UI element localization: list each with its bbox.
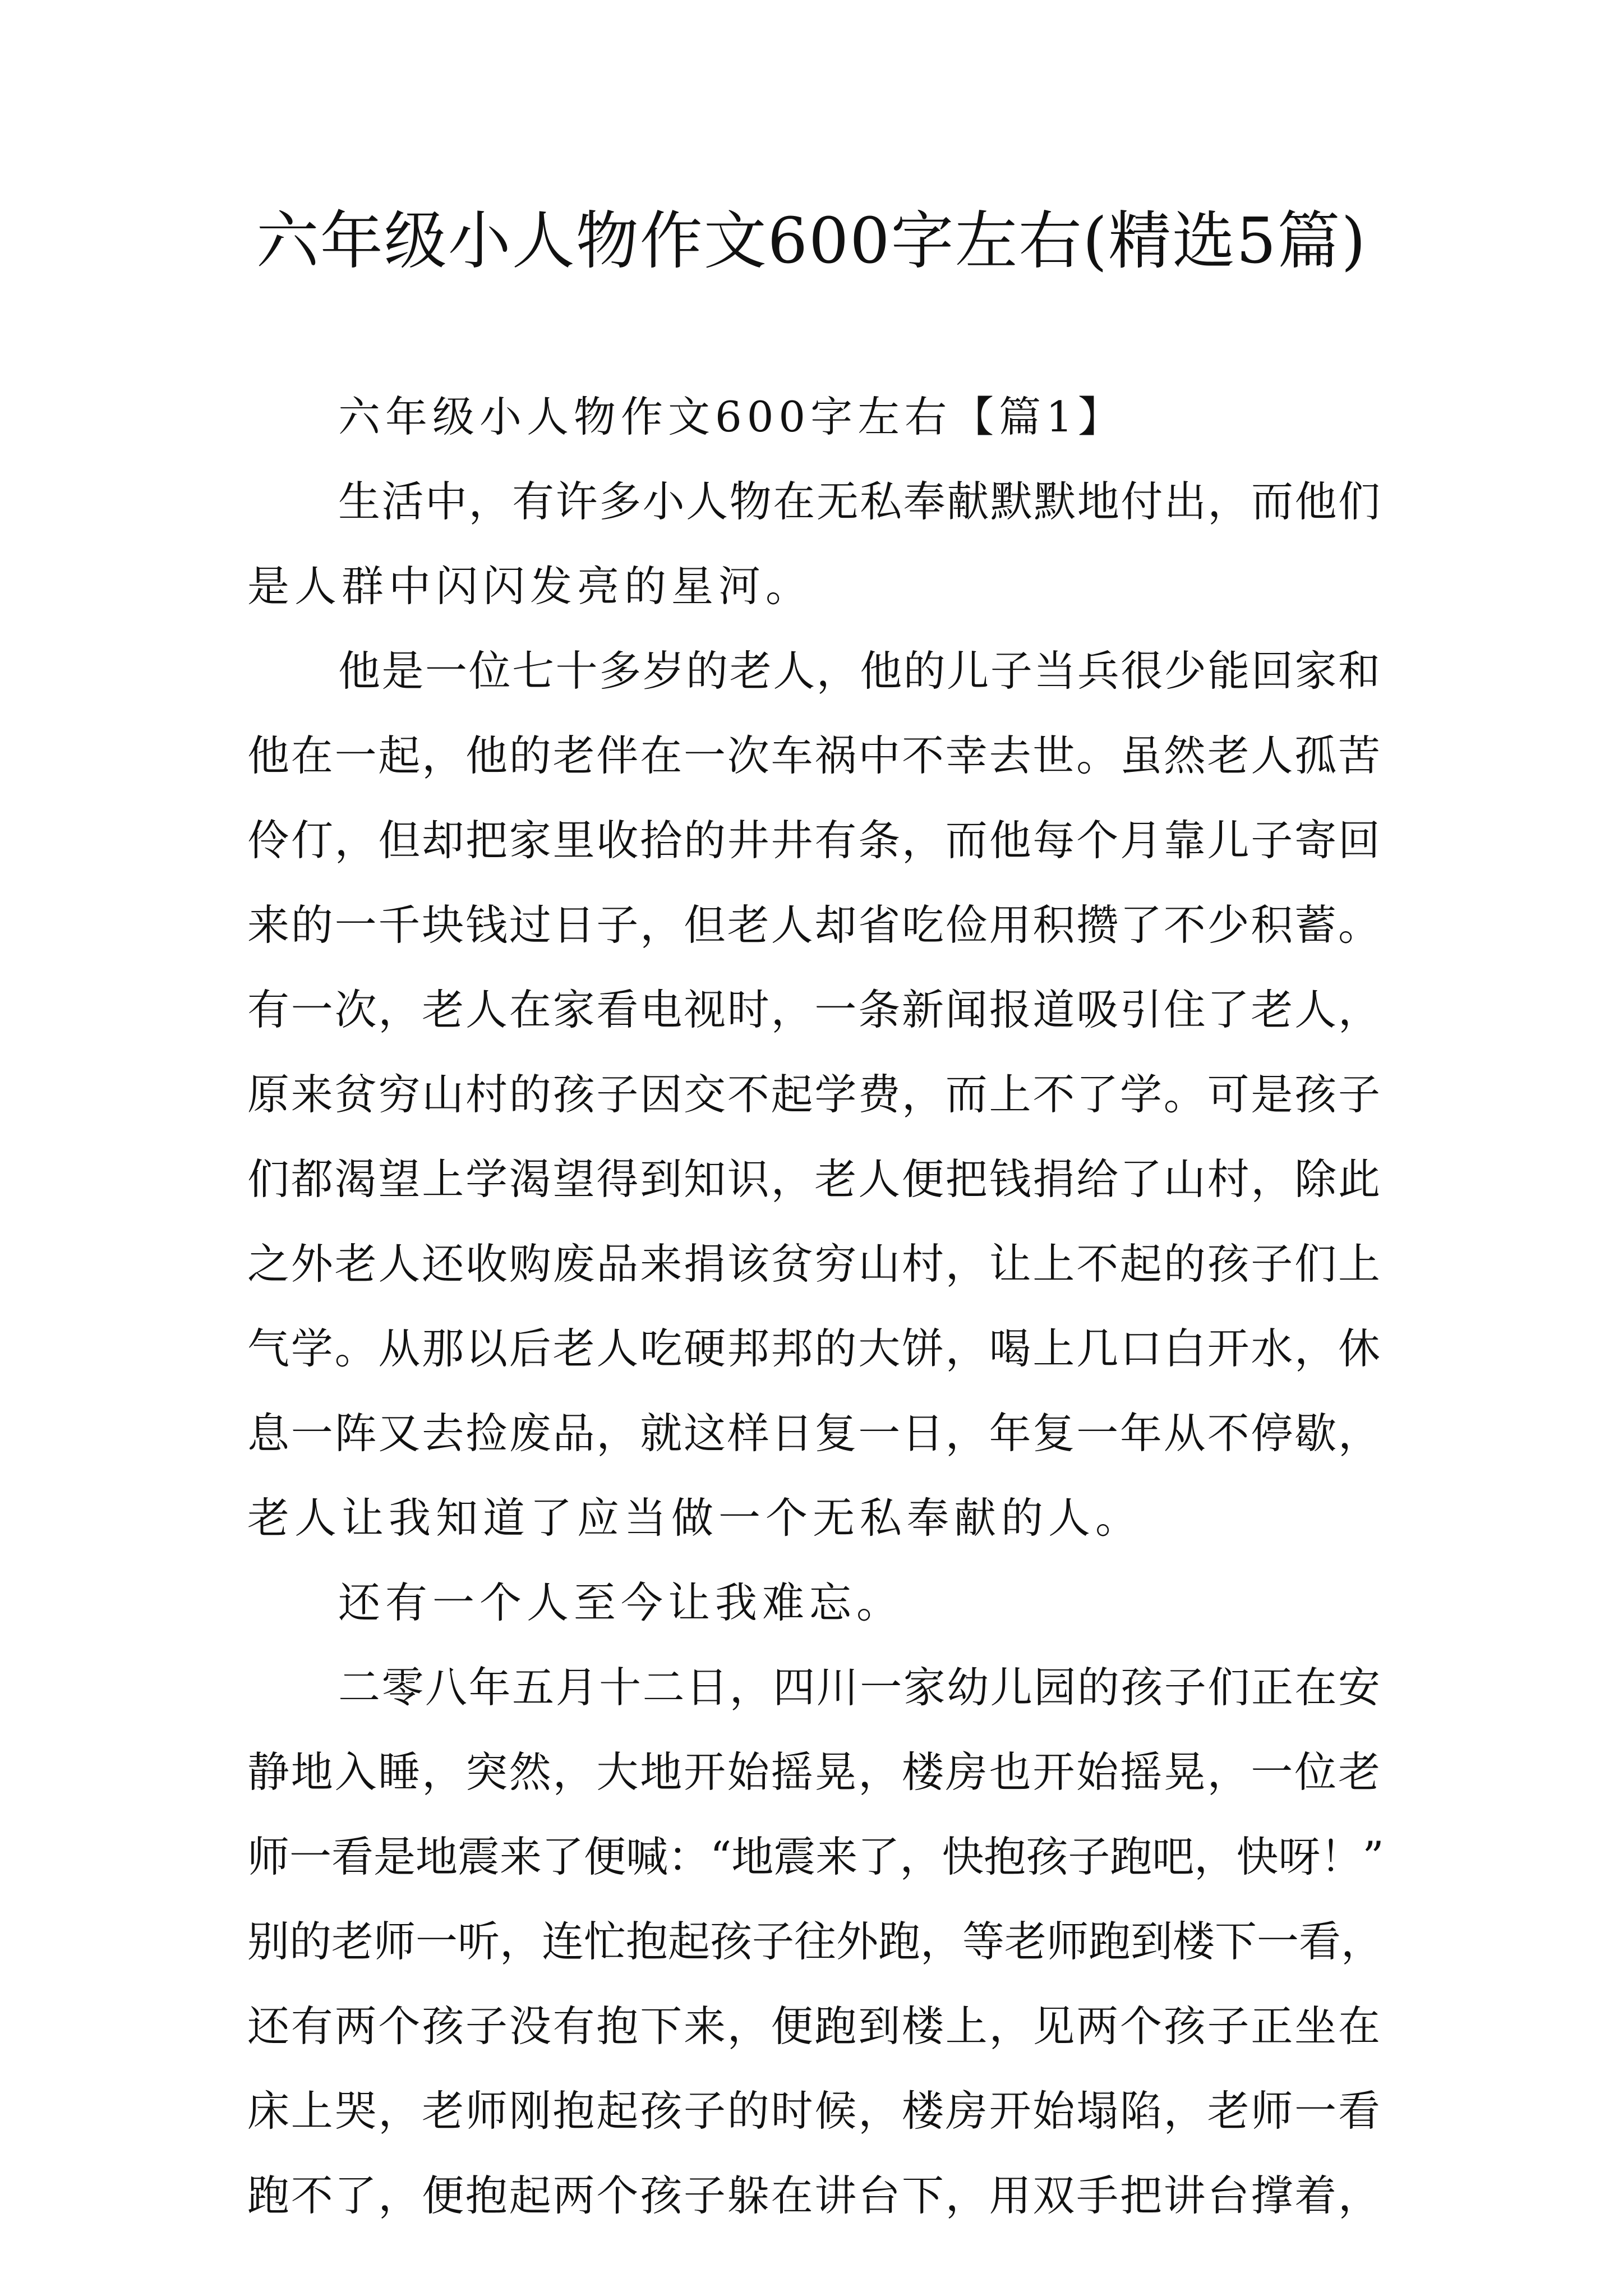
- text-line: 息一阵又去捡废品，就这样日复一日，年复一年从不停歇，: [247, 1409, 1380, 1458]
- text-line: 师一看是地震来了便喊：“地震来了，快抱孩子跑吧，快呀！”: [247, 1832, 1384, 1881]
- text-line: 六年级小人物作文600字左右【篇1】: [338, 392, 1125, 441]
- text-line: 静地入睡，突然，大地开始摇晃，楼房也开始摇晃，一位老: [247, 1747, 1380, 1797]
- text-line: 老人让我知道了应当做一个无私奉献的人。: [247, 1493, 1143, 1543]
- text-line: 们都渴望上学渴望得到知识，老人便把钱捐给了山村，除此: [247, 1154, 1380, 1204]
- text-line: 来的一千块钱过日子，但老人却省吃俭用积攒了不少积蓄。: [247, 900, 1380, 950]
- text-line: 原来贫穷山村的孩子因交不起学费，而上不了学。可是孩子: [247, 1070, 1380, 1119]
- text-line: 还有一个人至今让我难忘。: [338, 1578, 904, 1627]
- text-line: 是人群中闪闪发亮的星河。: [247, 562, 813, 611]
- text-line: 他是一位七十多岁的老人，他的儿子当兵很少能回家和: [338, 646, 1380, 696]
- text-line: 还有两个孩子没有抱下来，便跑到楼上，见两个孩子正坐在: [247, 2001, 1380, 2051]
- text-line: 伶仃，但却把家里收拾的井井有条，而他每个月靠儿子寄回: [247, 816, 1380, 865]
- text-line: 他在一起，他的老伴在一次车祸中不幸去世。虽然老人孤苦: [247, 731, 1380, 780]
- text-line: 二零八年五月十二日，四川一家幼儿园的孩子们正在安: [338, 1663, 1380, 1712]
- text-line: 床上哭，老师刚抱起孩子的时候，楼房开始塌陷，老师一看: [247, 2086, 1380, 2136]
- text-line: 有一次，老人在家看电视时，一条新闻报道吸引住了老人，: [247, 985, 1380, 1034]
- text-line: 生活中，有许多小人物在无私奉献默默地付出，而他们: [338, 477, 1380, 526]
- text-line: 之外老人还收购废品来捐该贫穷山村，让上不起的孩子们上: [247, 1239, 1380, 1289]
- document-body: [247, 375, 1384, 2238]
- text-line: 别的老师一听，连忙抱起孩子往外跑，等老师跑到楼下一看，: [247, 1917, 1384, 1966]
- document-title: 六年级小人物作文600字左右(精选5篇): [256, 205, 1367, 278]
- text-line: 气学。从那以后老人吃硬邦邦的大饼，喝上几口白开水，休: [247, 1324, 1380, 1373]
- text-line: 跑不了，便抱起两个孩子躲在讲台下，用双手把讲台撑着，: [247, 2171, 1380, 2220]
